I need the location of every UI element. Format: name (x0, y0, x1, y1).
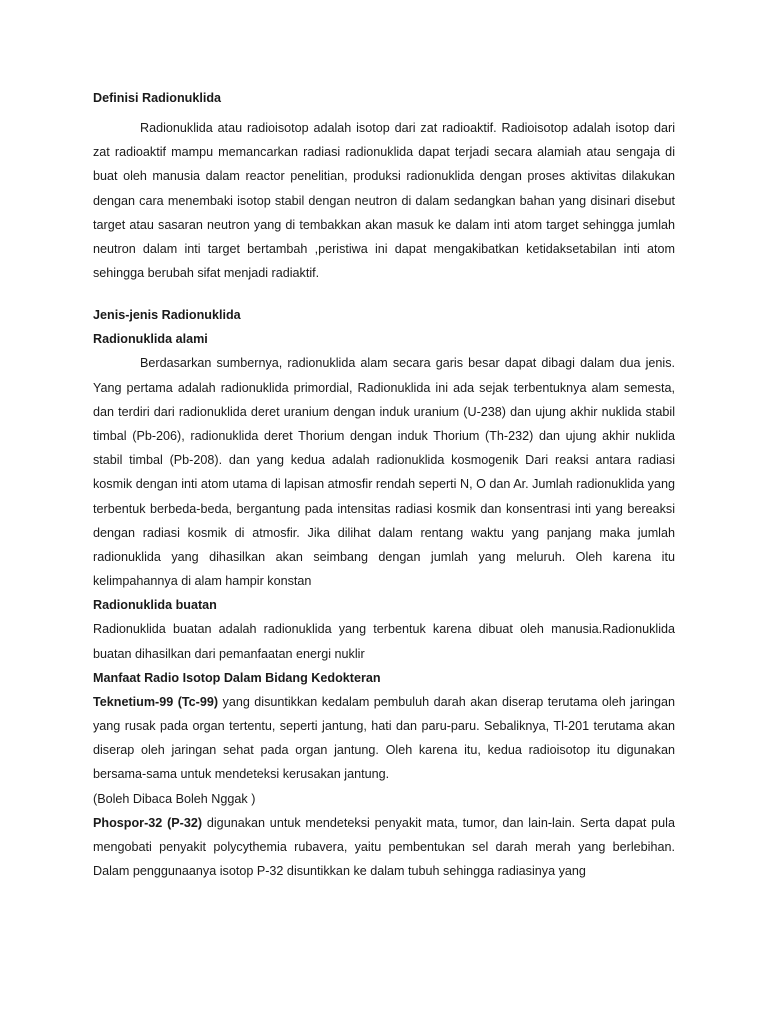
heading-buatan: Radionuklida buatan (93, 598, 217, 613)
heading-jenis: Jenis-jenis Radionuklida (93, 308, 241, 323)
paragraph-alami: Berdasarkan sumbernya, radionuklida alam secara garis besar dapat dibagi dalam dua jenis. Yang pertama adalah radionuklida primordial, Radionuklida ini ada sejak terbentuknya alam semesta, dan terdiri dari radionuklida deret uranium dengan induk uranium (U-238) dan ujung akhir nuklida stabil timbal (Pb-206), radionuklida deret Thorium dengan induk Thorium (Th-232) dan ujung akhir nuklida stabil timbal (Pb-208). dan yang kedua adalah radionuklida kosmogenik Dari reaksi antara radiasi kosmik dengan inti atom utama di lapisan atmosfir rendah seperti N, O dan Ar. Jumlah radionuklida yang terbentuk berbeda-beda, bergantung pada intensitas radiasi kosmik dan konsentrasi inti yang bereaksi dengan radiasi kosmik di atmosfir. Jika dilihat dalam rentang waktu yang panjang maka jumlah radionuklida yang dihasilkan akan seimbang dengan jumlah yang meluruh. Oleh karena itu kelimpahannya di alam hampir konstan (93, 356, 675, 589)
paragraph-teknetium (93, 690, 675, 787)
heading-manfaat: Manfaat Radio Isotop Dalam Bidang Kedokteran (93, 670, 381, 685)
paragraph-definisi: Radionuklida atau radioisotop adalah isotop dari zat radioaktif. Radioisotop adalah isotop dari zat radioaktif mampu memancarkan radiasi radionuklida dapat terjadi secara alamiah atau sengaja di buat oleh manusia dalam reactor penelitian, produksi radionuklida dengan proses aktivitas dilakukan dengan cara menembaki isotop stabil dengan neutron di dalam sedangkan bahan yang disinari disebut target atau sasaran neutron yang di tembakkan akan masuk ke dalam inti atom target sehingga jumlah neutron dalam inti target bertambah ,peristiwa ini dapat mengakibatkan ketidaksetabilan inti atom sehingga berubah sifat menjadi radiaktif. (93, 121, 675, 281)
text-teknetium: yang disuntikkan kedalam pembuluh darah akan diserap terutama oleh jaringan yang rusak pada organ tertentu, seperti jantung, hati dan paru-paru. Sebaliknya, Tl-201 terutama akan diserap oleh jaringan sehat pada organ jantung. Oleh karena itu, kedua radioisotop itu digunakan bersama-sama untuk mendeteksi kerusakan jantung. (93, 694, 675, 782)
heading-definisi: Definisi Radionuklida (93, 91, 222, 105)
term-phospor: Phospor-32 (P-32) (93, 815, 203, 830)
paragraph-phospor (93, 811, 675, 884)
paragraph-buatan: Radionuklida buatan adalah radionuklida yang terbentuk karena dibuat oleh manusia.Radionuklida buatan dihasilkan dari pemanfaatan energi nuklir (93, 622, 675, 661)
document-body (93, 86, 675, 883)
text-phospor: digunakan untuk mendeteksi penyakit mata, tumor, dan lain-lain. Serta dapat pula mengobati penyakit polycythemia rubavera, yaitu pembentukan sel darah merah yang berlebihan. Dalam penggunaanya isotop P-32 disuntikkan ke dalam tubuh sehingga radiasinya yang (93, 815, 675, 879)
note-boleh-dibaca: (Boleh Dibaca Boleh Nggak ) (93, 791, 256, 806)
heading-alami: Radionuklida alami (93, 332, 208, 347)
term-teknetium: Teknetium-99 (Tc-99) (93, 694, 219, 709)
